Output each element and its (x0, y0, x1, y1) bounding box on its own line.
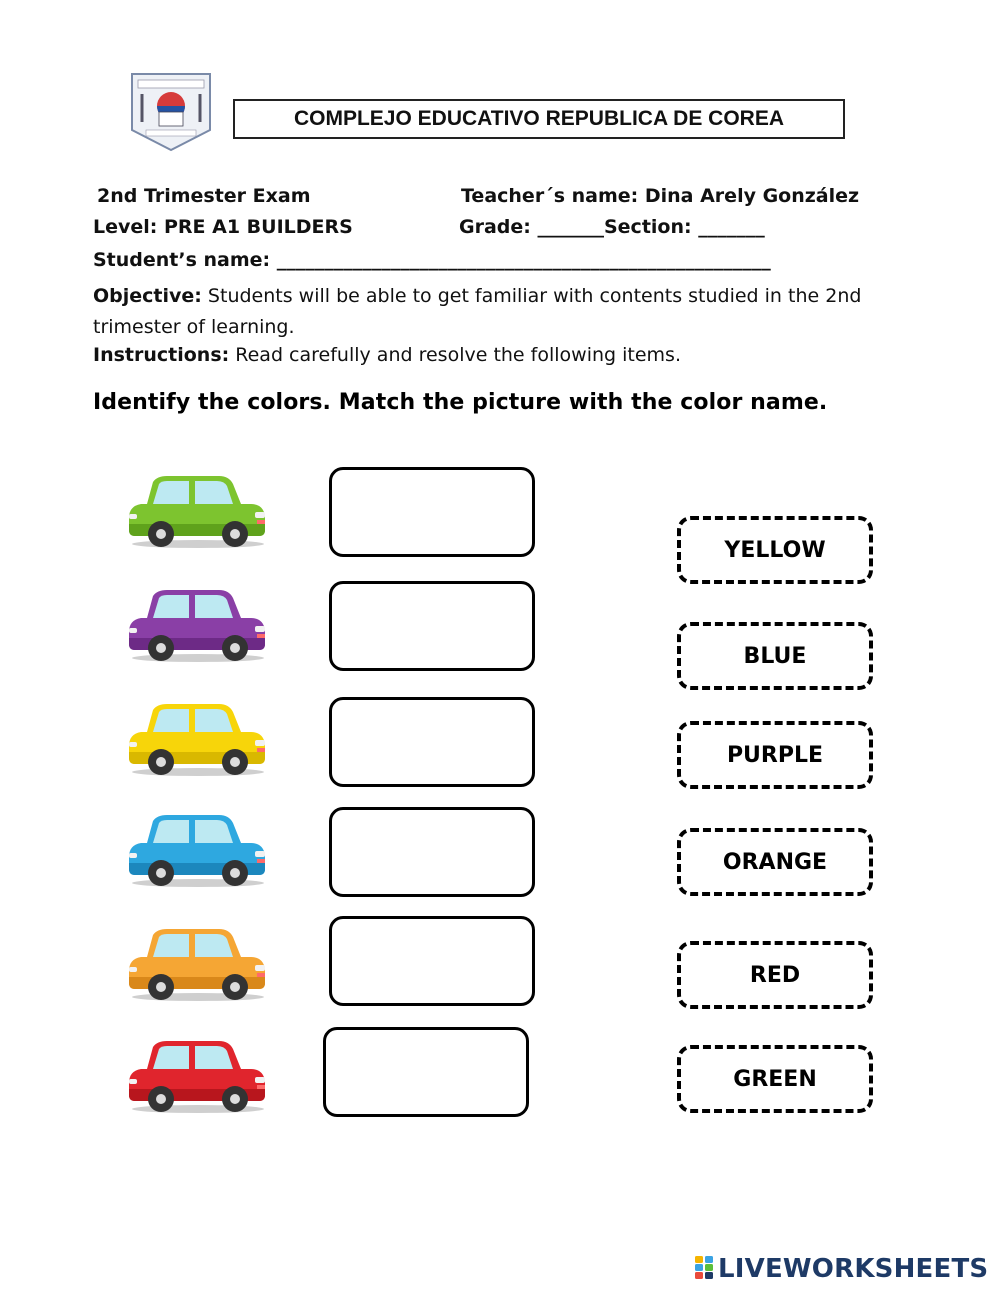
answer-box-3[interactable] (329, 697, 535, 787)
word-option-green[interactable]: GREEN (677, 1045, 873, 1113)
answer-box-2[interactable] (329, 581, 535, 671)
car-orange (127, 925, 269, 1005)
instructions-text (93, 344, 681, 366)
liveworksheets-brand (694, 1254, 988, 1284)
answer-box-5[interactable] (329, 916, 535, 1006)
car-yellow (127, 700, 269, 780)
word-option-yellow[interactable]: YELLOW (677, 516, 873, 584)
word-option-orange[interactable]: ORANGE (677, 828, 873, 896)
word-option-purple[interactable]: PURPLE (677, 721, 873, 789)
car-purple (127, 586, 269, 666)
car-blue (127, 811, 269, 891)
instructions-label: Instructions: (93, 344, 230, 366)
instructions-body: Read carefully and resolve the following items. (229, 344, 681, 366)
answer-box-1[interactable] (329, 467, 535, 557)
objective-body: Students will be able to get familiar with contents studied in the 2nd trimester of learning. (93, 285, 862, 338)
student-name-field: Student’s name: ____________________________________________________ (93, 249, 771, 271)
answer-box-4[interactable] (329, 807, 535, 897)
objective-text (93, 281, 893, 343)
task-title: Identify the colors. Match the picture with the color name. (93, 390, 828, 415)
objective-label: Objective: (93, 285, 202, 307)
grade-section-field: Grade: _______Section: _______ (459, 216, 765, 238)
school-name-banner: COMPLEJO EDUCATIVO REPUBLICA DE COREA (233, 99, 845, 139)
teacher-name: Teacher´s name: Dina Arely González (461, 185, 860, 207)
level-label: Level: PRE A1 BUILDERS (93, 216, 353, 238)
word-option-red[interactable]: RED (677, 941, 873, 1009)
school-crest-logo (128, 72, 214, 152)
liveworksheets-logo-icon (694, 1254, 714, 1285)
exam-title: 2nd Trimester Exam (97, 185, 311, 207)
car-green (127, 472, 269, 552)
word-option-blue[interactable]: BLUE (677, 622, 873, 690)
liveworksheets-wordmark: LIVEWORKSHEETS (718, 1254, 989, 1284)
answer-box-6[interactable] (323, 1027, 529, 1117)
car-red (127, 1037, 269, 1117)
